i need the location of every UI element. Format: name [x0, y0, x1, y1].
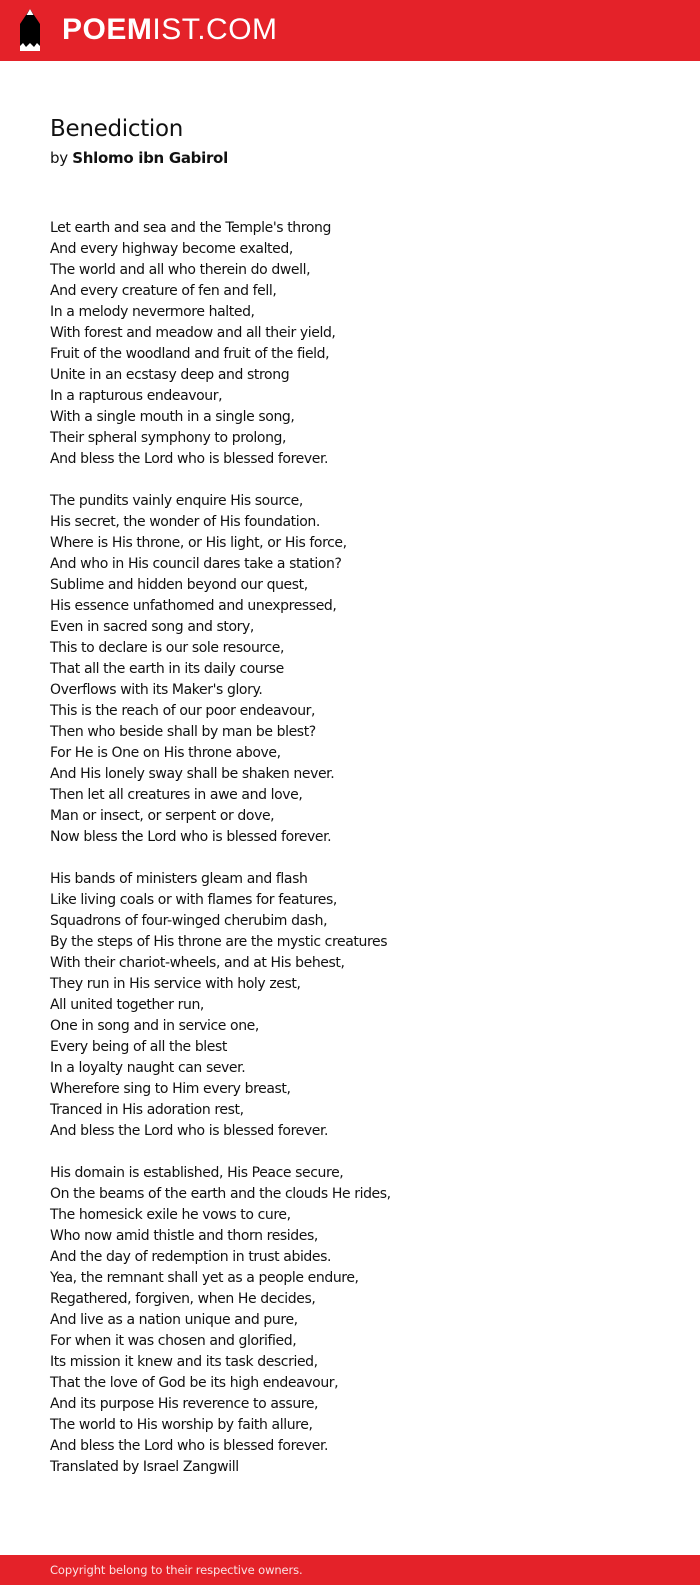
site-header [0, 0, 700, 61]
by-label: by [50, 149, 68, 167]
poem-line: For when it was chosen and glorified, [50, 1333, 297, 1349]
poem-line: The pundits vainly enquire His source, [50, 493, 303, 509]
poem-content [50, 113, 670, 1478]
poem-line: And live as a nation unique and pure, [50, 1312, 298, 1328]
poem-line: And who in His council dares take a station? [50, 556, 342, 572]
pencil-tip-icon [18, 9, 42, 51]
poem-line: Like living coals or with flames for features, [50, 892, 337, 908]
poem-line: Regathered, forgiven, when He decides, [50, 1291, 316, 1307]
poem-line: Every being of all the blest [50, 1039, 227, 1055]
poem-line: Where is His throne, or His light, or His force, [50, 535, 347, 551]
poem-author: Shlomo ibn Gabirol [72, 149, 228, 167]
poem-line: And His lonely sway shall be shaken never. [50, 766, 335, 782]
poem-line: And its purpose His reverence to assure, [50, 1396, 319, 1412]
poem-line: The world to His worship by faith allure, [50, 1417, 313, 1433]
poem-line: Unite in an ecstasy deep and strong [50, 367, 290, 383]
poem-line: Sublime and hidden beyond our quest, [50, 577, 308, 593]
poem-line: For He is One on His throne above, [50, 745, 281, 761]
poem-line: In a rapturous endeavour, [50, 388, 223, 404]
poem-line: That the love of God be its high endeavour, [50, 1375, 339, 1391]
copyright-notice: Copyright belong to their respective owners. [50, 1563, 303, 1577]
poem-line: With forest and meadow and all their yield, [50, 325, 336, 341]
poem-line: And bless the Lord who is blessed forever. [50, 1123, 329, 1139]
poem-line: That all the earth in its daily course [50, 661, 284, 677]
poem-line: His essence unfathomed and unexpressed, [50, 598, 337, 614]
poem-line: They run in His service with holy zest, [50, 976, 301, 992]
poem-line: Then who beside shall by man be blest? [50, 724, 316, 740]
poem-line: One in song and in service one, [50, 1018, 259, 1034]
poem-line: Fruit of the woodland and fruit of the field, [50, 346, 330, 362]
poem-line: Man or insect, or serpent or dove, [50, 808, 275, 824]
poem-line: All united together run, [50, 997, 204, 1013]
logo-text-light: IST.COM [152, 13, 278, 46]
site-footer [0, 1555, 700, 1585]
poem-line: Tranced in His adoration rest, [50, 1102, 244, 1118]
logo-text-bold: POEM [62, 13, 153, 46]
translator-credit: Translated by Israel Zangwill [50, 1459, 239, 1475]
poem-line: In a melody nevermore halted, [50, 304, 255, 320]
stanza [50, 491, 670, 848]
stanza [50, 869, 670, 1142]
byline [50, 145, 670, 171]
poem-line: And the day of redemption in trust abides. [50, 1249, 332, 1265]
poem-line: His domain is established, His Peace secure, [50, 1165, 344, 1181]
poem-line: And bless the Lord who is blessed forever. [50, 1438, 329, 1454]
stanza [50, 218, 670, 470]
poem-line: Yea, the remnant shall yet as a people endure, [50, 1270, 359, 1286]
site-logo[interactable] [18, 8, 278, 52]
poem-line: And every highway become exalted, [50, 241, 293, 257]
poem-line: And every creature of fen and fell, [50, 283, 277, 299]
poem-line: Then let all creatures in awe and love, [50, 787, 303, 803]
poem-line: This is the reach of our poor endeavour, [50, 703, 316, 719]
poem-line: Wherefore sing to Him every breast, [50, 1081, 291, 1097]
poem-line: His bands of ministers gleam and flash [50, 871, 308, 887]
poem-line: Squadrons of four-winged cherubim dash, [50, 913, 328, 929]
poem-line: Even in sacred song and story, [50, 619, 254, 635]
poem-line: Now bless the Lord who is blessed forever. [50, 829, 332, 845]
poem-line: Let earth and sea and the Temple's throng [50, 220, 331, 236]
poem-line: With their chariot-wheels, and at His behest, [50, 955, 345, 971]
poem-line: In a loyalty naught can sever. [50, 1060, 246, 1076]
poem-line: By the steps of His throne are the mystic creatures [50, 934, 388, 950]
poem-body [50, 218, 670, 1457]
poem-line: His secret, the wonder of His foundation. [50, 514, 320, 530]
logo-wordmark [62, 8, 278, 52]
stanza [50, 1163, 670, 1457]
poem-line: Their spheral symphony to prolong, [50, 430, 287, 446]
poem-line: Its mission it knew and its task descried, [50, 1354, 318, 1370]
poem-line: Who now amid thistle and thorn resides, [50, 1228, 318, 1244]
poem-line: The homesick exile he vows to cure, [50, 1207, 291, 1223]
poem-line: Overflows with its Maker's glory. [50, 682, 263, 698]
poem-line: The world and all who therein do dwell, [50, 262, 311, 278]
poem-line: With a single mouth in a single song, [50, 409, 295, 425]
poem-line: This to declare is our sole resource, [50, 640, 285, 656]
poem-line: On the beams of the earth and the clouds He rides, [50, 1186, 391, 1202]
poem-line: And bless the Lord who is blessed forever. [50, 451, 329, 467]
poem-title: Benediction [50, 116, 184, 142]
